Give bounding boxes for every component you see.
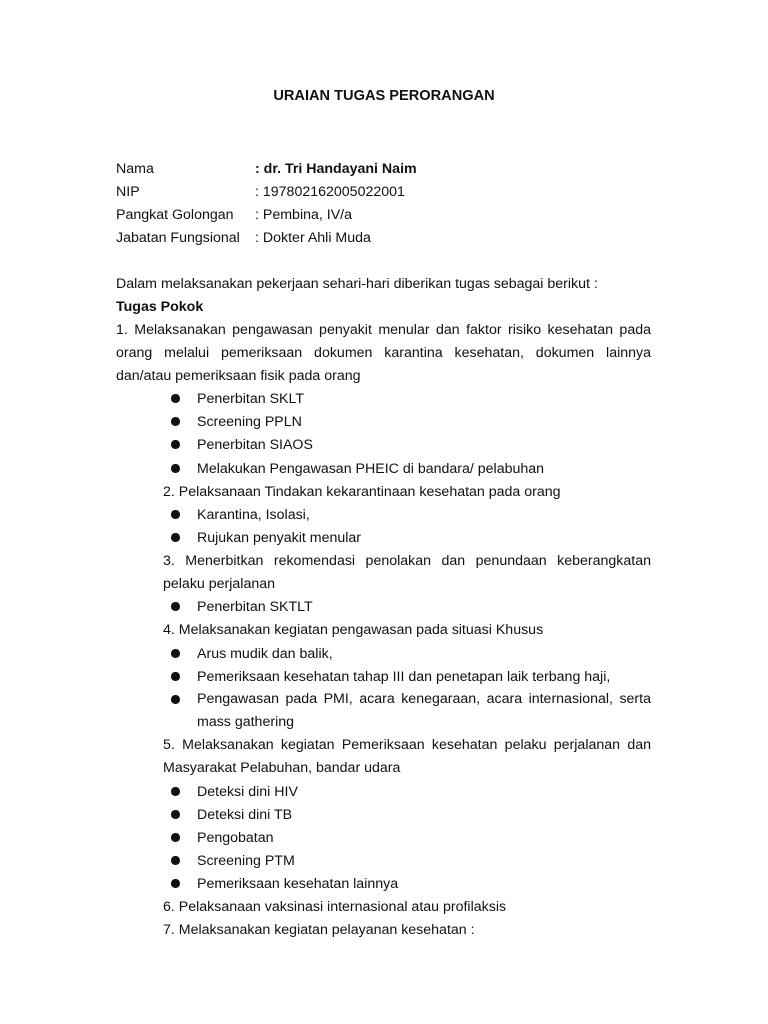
task-3: 3. Menerbitkan rekomendasi penolakan dan penundaan keberangkatan pelaku perjalanan [163, 553, 651, 593]
list-item: Screening PPLN [197, 414, 302, 430]
field-value-jabatan: : Dokter Ahli Muda [255, 230, 371, 246]
bullet-icon [171, 833, 180, 842]
list-item: Pengawasan pada PMI, acara kenegaraan, acara internasional, serta mass gathering [197, 691, 651, 731]
bullet-icon [171, 695, 180, 704]
list-item: Penerbitan SKLT [197, 391, 304, 407]
intro-paragraph: Dalam melaksanakan pekerjaan sehari-hari diberikan tugas sebagai berikut : [116, 276, 598, 292]
task-7: 7. Melaksanakan kegiatan pelayanan kesehatan : [163, 922, 475, 938]
task-1: 1. Melaksanakan pengawasan penyakit menular dan faktor risiko kesehatan pada orang melalui pemeriksaan dokumen karantina kesehatan, dokumen lainnya dan/atau pemeriksaan fisik pada orang [116, 322, 651, 385]
list-item: Penerbitan SIAOS [197, 437, 313, 453]
field-label-nama: Nama [116, 161, 154, 177]
bullet-icon [171, 879, 180, 888]
field-label-nip: NIP [116, 184, 140, 200]
task-2: 2. Pelaksanaan Tindakan kekarantinaan kesehatan pada orang [163, 484, 561, 500]
bullet-icon [171, 787, 180, 796]
list-item: Pemeriksaan kesehatan tahap III dan penetapan laik terbang haji, [197, 669, 611, 685]
task-5: 5. Melaksanakan kegiatan Pemeriksaan kesehatan pelaku perjalanan dan Masyarakat Pelabuhan, bandar udara [163, 737, 651, 777]
bullet-icon [171, 672, 180, 681]
list-item: Pemeriksaan kesehatan lainnya [197, 876, 399, 892]
field-label-jabatan: Jabatan Fungsional [116, 230, 240, 246]
list-item: Deteksi dini HIV [197, 784, 298, 800]
list-item: Deteksi dini TB [197, 807, 293, 823]
list-item: Arus mudik dan balik, [197, 646, 333, 662]
list-item: Screening PTM [197, 853, 295, 869]
bullet-icon [171, 417, 180, 426]
bullet-icon [171, 394, 180, 403]
bullet-icon [171, 856, 180, 865]
list-item: Melakukan Pengawasan PHEIC di bandara/ pelabuhan [197, 461, 545, 477]
list-item: Pengobatan [197, 830, 274, 846]
list-item: Rujukan penyakit menular [197, 530, 362, 546]
field-value-nip: : 197802162005022001 [255, 184, 405, 200]
list-item: Karantina, Isolasi, [197, 507, 310, 523]
bullet-icon [171, 649, 180, 658]
bullet-icon [171, 510, 180, 519]
bullet-icon [171, 602, 180, 611]
section-heading: Tugas Pokok [116, 299, 204, 315]
field-label-pangkat: Pangkat Golongan [116, 207, 234, 223]
bullet-icon [171, 464, 180, 473]
document-title: URAIAN TUGAS PERORANGAN [273, 88, 495, 104]
task-4: 4. Melaksanakan kegiatan pengawasan pada situasi Khusus [163, 622, 544, 638]
bullet-icon [171, 810, 180, 819]
field-value-nama: : dr. Tri Handayani Naim [255, 161, 417, 177]
list-item: Penerbitan SKTLT [197, 599, 313, 615]
field-value-pangkat: : Pembina, IV/a [255, 207, 352, 223]
task-6: 6. Pelaksanaan vaksinasi internasional atau profilaksis [163, 899, 507, 915]
bullet-icon [171, 533, 180, 542]
bullet-icon [171, 440, 180, 449]
